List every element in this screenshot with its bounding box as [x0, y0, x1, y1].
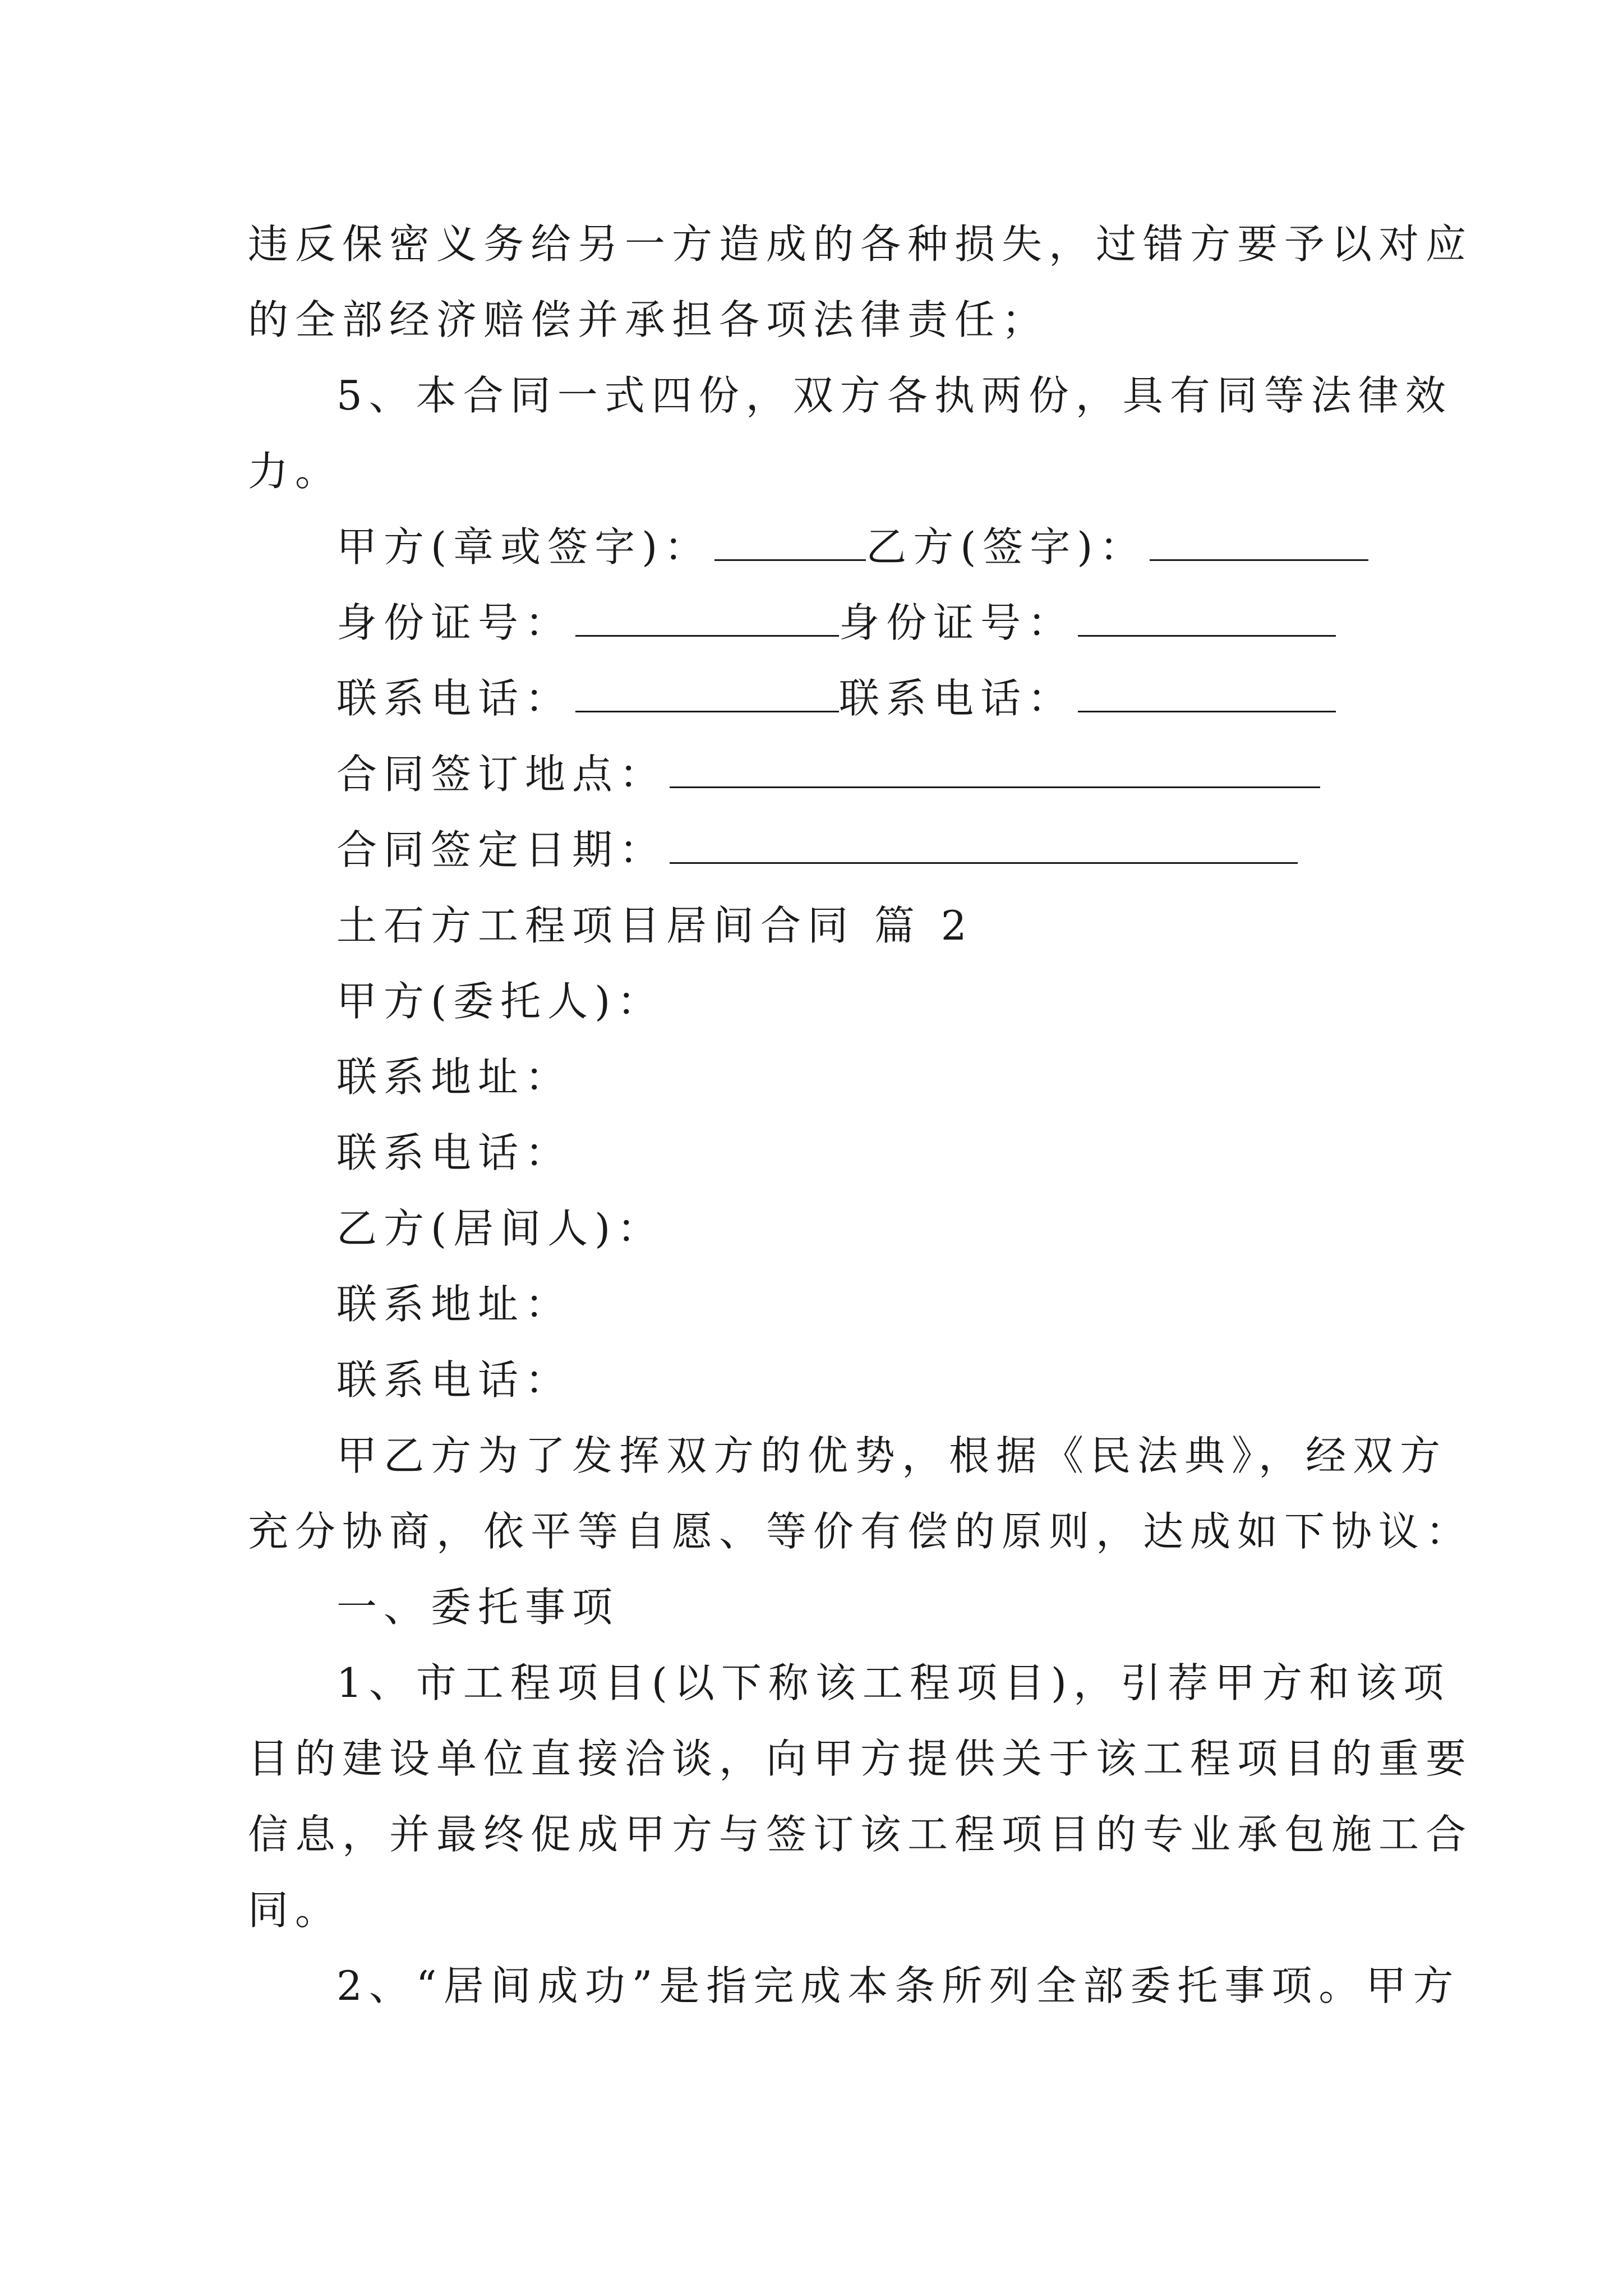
- party-a-id-label: 身份证号：: [336, 599, 573, 646]
- party-b-id-label: 身份证号：: [839, 599, 1075, 646]
- contract-place-label: 合同签订地点：: [336, 751, 667, 798]
- paragraph-line: 违反保密义务给另一方造成的各种损失，过错方要予以对应: [248, 220, 1473, 268]
- paragraph-line: 力。: [248, 448, 343, 495]
- party-b-line: 乙方(居间人)：: [336, 1205, 665, 1252]
- party-a-address-line: 联系地址：: [336, 1053, 573, 1101]
- party-b-phone-line: 联系电话：: [336, 1356, 573, 1404]
- paragraph-line: 甲乙方为了发挥双方的优势，根据《民法典》，经双方: [336, 1432, 1447, 1479]
- party-a-signature-blank: [714, 526, 866, 561]
- signature-row-party: [336, 519, 1368, 575]
- party-a-id-blank: [575, 601, 839, 637]
- paragraph-line: 的全部经济赔偿并承担各项法律责任；: [248, 296, 1049, 343]
- paragraph-line: 充分协商，依平等自愿、等价有偿的原则，达成如下协议：: [248, 1508, 1473, 1555]
- party-b-signature-label: 乙方(签字)：: [866, 523, 1147, 570]
- contract-place-blank: [670, 753, 1320, 788]
- signature-row-id: [336, 595, 1336, 651]
- party-b-phone-label: 联系电话：: [839, 675, 1075, 722]
- party-b-id-blank: [1078, 601, 1336, 637]
- section-heading: 一、委托事项: [336, 1584, 620, 1631]
- party-a-line: 甲方(委托人)：: [336, 978, 665, 1025]
- paragraph-line: 同。: [248, 1887, 343, 1934]
- party-a-phone-label: 联系电话：: [336, 675, 573, 722]
- paragraph-line: 目的建设单位直接洽谈，向甲方提供关于该工程项目的重要: [248, 1735, 1473, 1782]
- paragraph-line: 5、本合同一式四份，双方各执两份，具有同等法律效: [336, 372, 1453, 419]
- party-a-phone-blank: [575, 677, 839, 712]
- paragraph-line: 1、市工程项目(以下称该工程项目)，引荐甲方和该项: [336, 1659, 1450, 1706]
- signature-row-date: [336, 822, 1298, 878]
- contract-date-label: 合同签定日期：: [336, 826, 667, 873]
- signature-row-phone: [336, 670, 1336, 726]
- paragraph-line: 2、“居间成功”是指完成本条所列全部委托事项。甲方: [336, 1962, 1460, 2009]
- paragraph-line: 信息，并最终促成甲方与签订该工程项目的专业承包施工合: [248, 1811, 1473, 1858]
- party-b-signature-blank: [1150, 526, 1368, 561]
- party-b-phone-blank: [1078, 677, 1336, 712]
- signature-row-place: [336, 746, 1320, 802]
- party-a-phone-line: 联系电话：: [336, 1129, 573, 1176]
- section-title: 土石方工程项目居间合同 篇 2: [336, 902, 974, 949]
- party-a-signature-label: 甲方(章或签字)：: [336, 523, 712, 570]
- contract-date-blank: [670, 829, 1298, 864]
- party-b-address-line: 联系地址：: [336, 1281, 573, 1328]
